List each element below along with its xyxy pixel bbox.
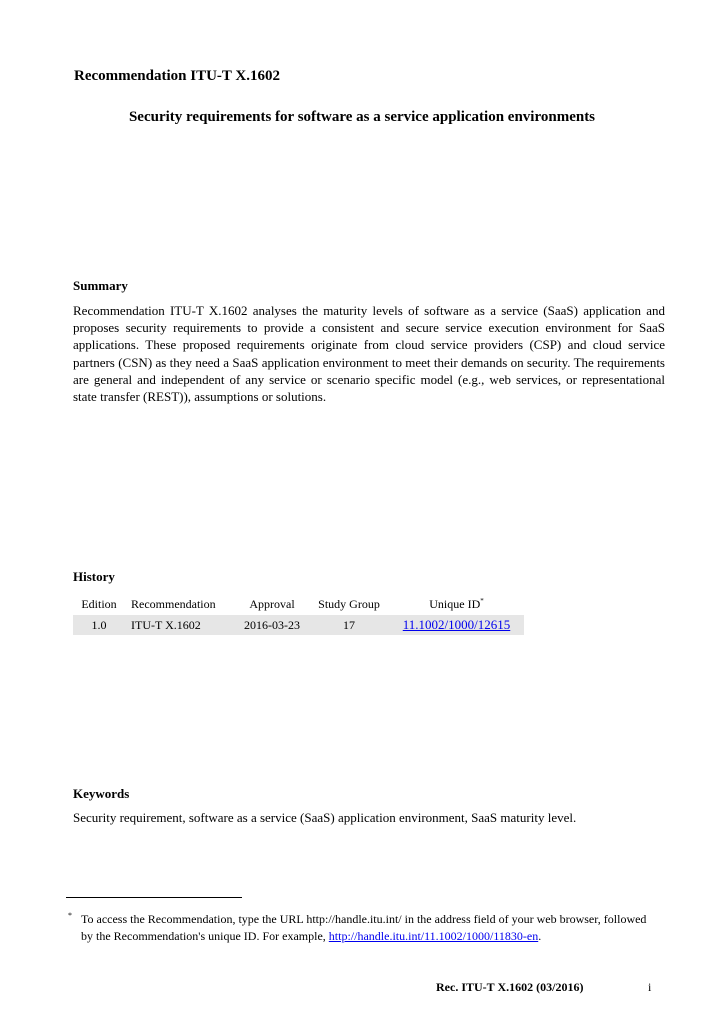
col-approval-header: Approval <box>249 596 295 611</box>
footnote-text-before: To access the Recommendation, type the URL http://handle.itu.int/ in the address field of your web browser, followed by the Recommendation's unique ID. For example, <box>81 912 647 943</box>
table-row <box>73 615 524 635</box>
page-number: i <box>648 980 652 994</box>
edition-cell: 1.0 <box>73 615 125 635</box>
history-heading: History <box>73 569 115 584</box>
footnote-text <box>81 911 661 944</box>
unique-id-label: Unique ID <box>429 596 481 611</box>
footer-reference: Rec. ITU-T X.1602 (03/2016) <box>436 980 584 994</box>
col-edition-header: Edition <box>81 596 117 611</box>
col-unique-id-header <box>389 593 524 615</box>
summary-heading: Summary <box>73 278 128 293</box>
page-title: Security requirements for software as a service application environments <box>128 109 596 125</box>
recommendation-number: Recommendation ITU-T X.1602 <box>74 68 280 84</box>
col-recommendation-header: Recommendation <box>131 596 216 611</box>
footnote-text-after: . <box>538 928 542 943</box>
summary-text: Recommendation ITU-T X.1602 analyses the maturity levels of software as a service (SaaS) application and proposes security requirements to provide a consistent and secure service execution environment for SaaS applications. These proposed requirements originate from cloud service providers (CSP) and cloud service partners (CSN) as they need a SaaS application environment to meet their demands on security. The requirements are general and independent of any service or scenario specific model (e.g., web services, or representational state transfer (REST)), assumptions or solutions. <box>73 303 665 405</box>
study-group-cell: 17 <box>309 615 389 635</box>
unique-id-footnote-mark: * <box>480 596 484 605</box>
history-header-row <box>73 593 524 615</box>
footnote-mark: * <box>68 911 72 920</box>
col-study-group-header: Study Group <box>318 596 380 611</box>
unique-id-link[interactable]: 11.1002/1000/12615 <box>402 617 511 632</box>
footnote-example-link[interactable]: http://handle.itu.int/11.1002/1000/11830-en <box>328 928 539 943</box>
footnote-separator <box>66 897 242 898</box>
recommendation-cell: ITU-T X.1602 <box>125 615 235 635</box>
unique-id-cell <box>389 615 524 635</box>
keywords-heading: Keywords <box>73 786 130 801</box>
approval-cell: 2016-03-23 <box>235 615 309 635</box>
keywords-text: Security requirement, software as a service (SaaS) application environment, SaaS maturity level. <box>73 810 577 825</box>
history-table <box>73 593 524 635</box>
